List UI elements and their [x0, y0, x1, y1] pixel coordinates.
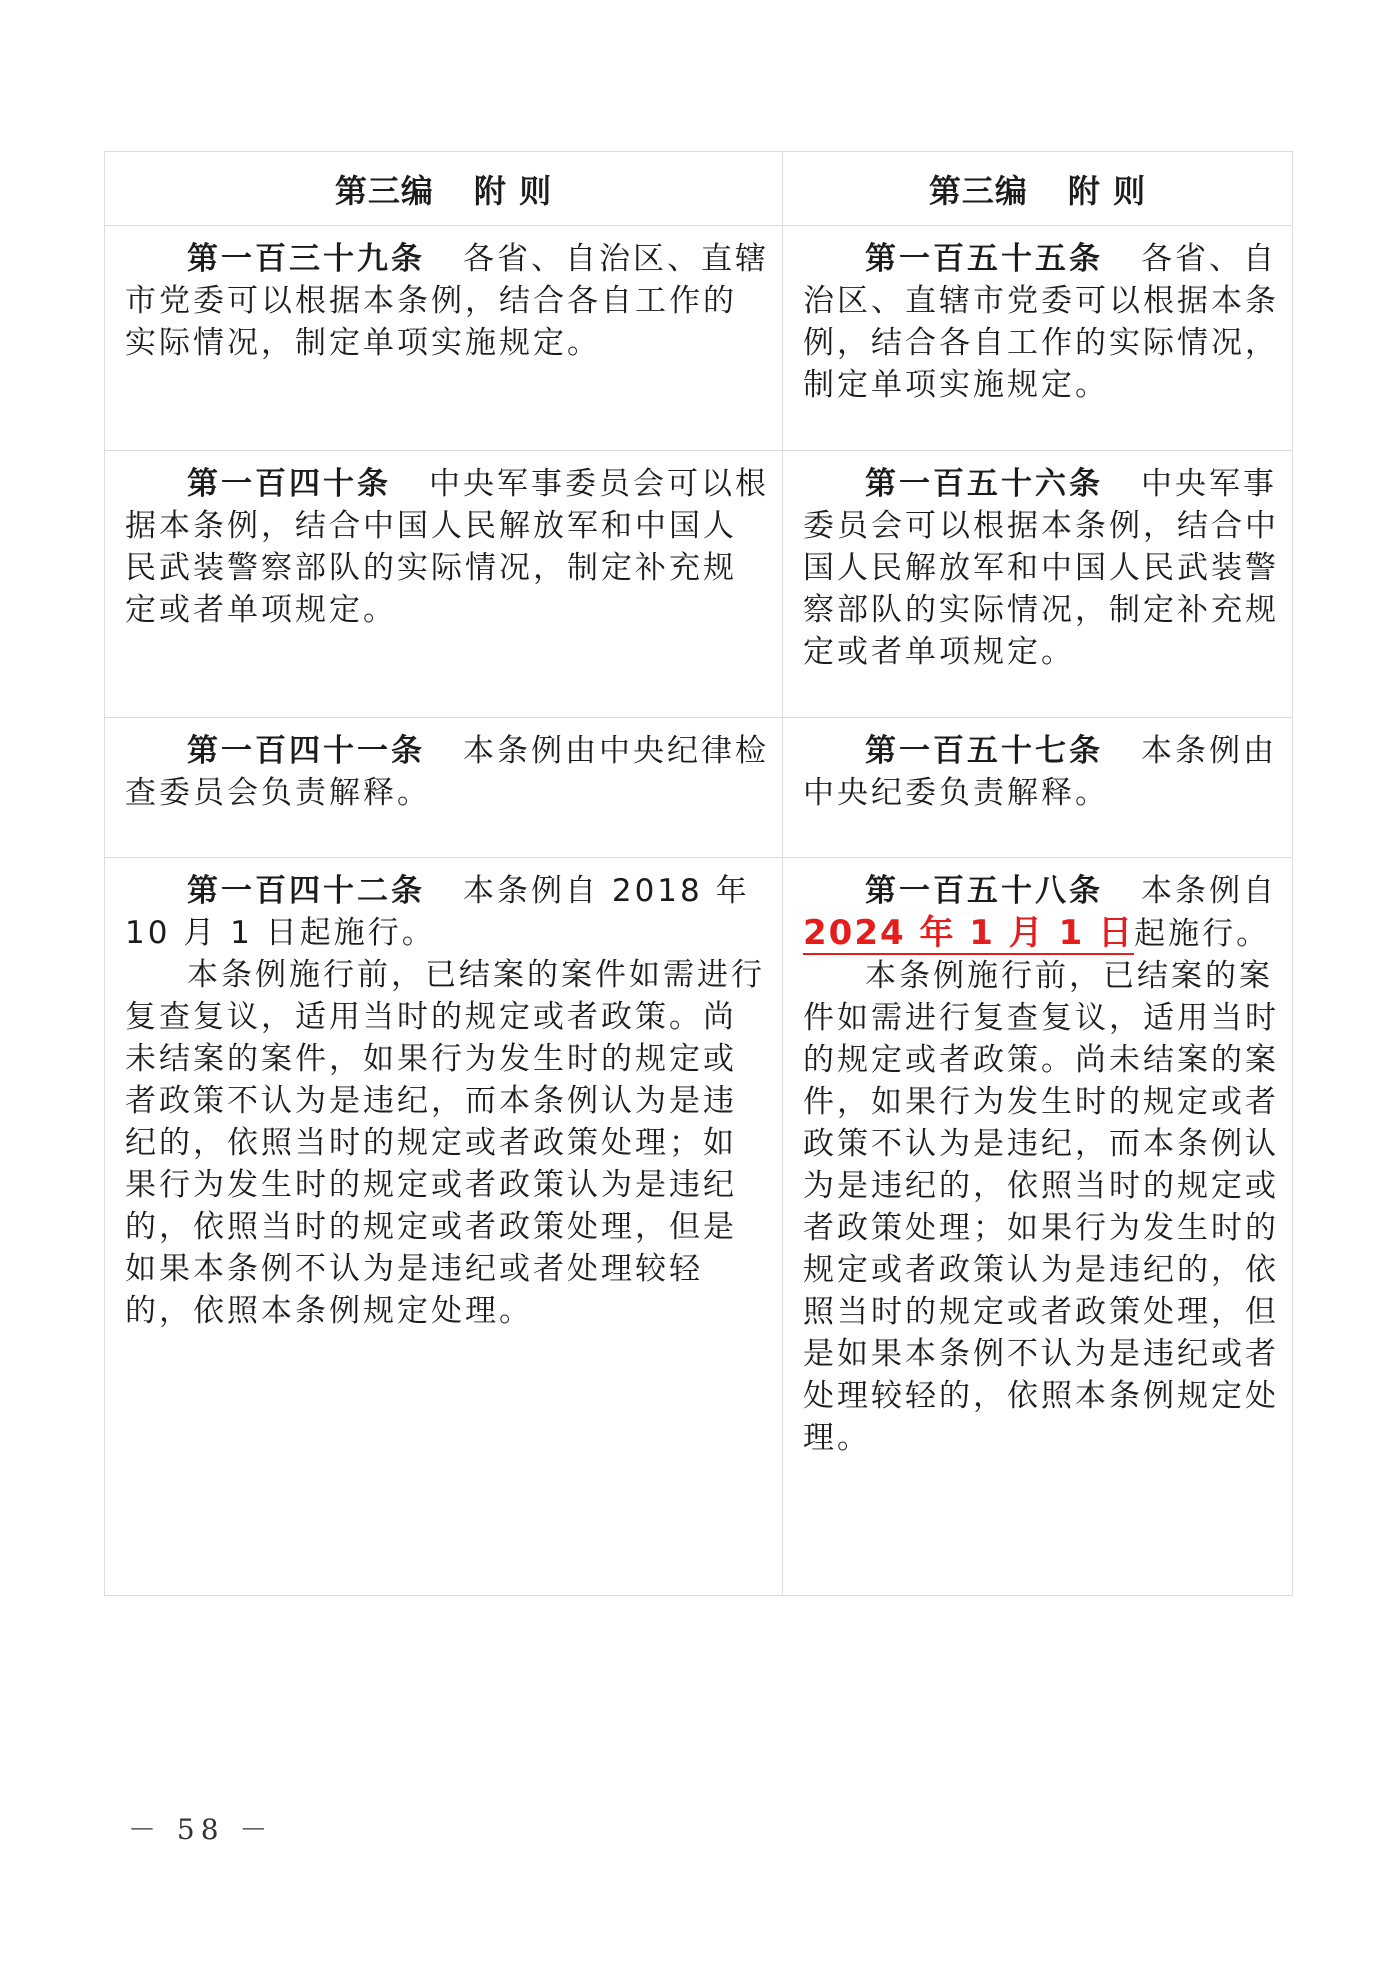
new-article-cell	[783, 858, 1293, 1596]
right-part-label: 第三编	[928, 171, 1028, 210]
article-text: 本条例自 2018 年 10 月 1 日起施行。	[125, 873, 750, 951]
new-article-cell	[783, 718, 1293, 858]
left-header	[105, 152, 783, 226]
article-text: 中央军事委员会可以根据本条例，结合中国人民解放军和中国人民武装警察部队的实际情况，制定补充规定或者单项规定。	[803, 466, 1279, 670]
old-article-cell	[105, 858, 783, 1596]
table-row	[105, 451, 1293, 718]
article-text: 本条例由中央纪律检查委员会负责解释。	[125, 733, 769, 811]
article-text: 各省、自治区、直辖市党委可以根据本条例，结合各自工作的实际情况，制定单项实施规定。	[803, 241, 1279, 403]
old-article-cell	[105, 226, 783, 451]
new-article-cell	[783, 226, 1293, 451]
article-text: 中央军事委员会可以根据本条例，结合中国人民解放军和中国人民武装警察部队的实际情况，制定补充规定或者单项规定。	[125, 466, 769, 628]
article-number: 第一百四十一条	[187, 733, 425, 769]
table-row	[105, 858, 1293, 1596]
article-text: 本条例由中央纪委负责解释。	[803, 733, 1277, 811]
old-article-cell	[105, 451, 783, 718]
left-part-label: 第三编	[334, 171, 434, 210]
right-header	[783, 152, 1293, 226]
article-text: 起施行。	[1134, 916, 1271, 952]
left-chapter-title: 附 则	[473, 171, 553, 210]
table-row	[105, 718, 1293, 858]
table-header-row	[105, 152, 1293, 226]
old-article-cell	[105, 718, 783, 858]
article-paragraph: 本条例施行前，已结案的案件如需进行复查复议，适用当时的规定或者政策。尚未结案的案件，如果行为发生时的规定或者政策不认为是违纪，而本条例认为是违纪的，依照当时的规定或者政策处理；如果行为发生时的规定或者政策认为是违纪的，依照当时的规定或者政策处理，但是如果本条例不认为是违纪或者处理较轻的，依照本条例规定处理。	[803, 958, 1279, 1456]
new-article-cell	[783, 451, 1293, 718]
article-number: 第一百四十条	[187, 466, 391, 502]
article-number: 第一百五十八条	[865, 873, 1103, 909]
article-number: 第一百四十二条	[187, 873, 425, 909]
article-paragraph: 本条例施行前，已结案的案件如需进行复查复议，适用当时的规定或者政策。尚未结案的案件，如果行为发生时的规定或者政策不认为是违纪，而本条例认为是违纪的，依照当时的规定或者政策处理；如果行为发生时的规定或者政策认为是违纪的，依照当时的规定或者政策处理，但是如果本条例不认为是违纪或者处理较轻的，依照本条例规定处理。	[125, 957, 765, 1329]
article-number: 第一百五十五条	[865, 241, 1103, 277]
highlighted-date: 2024 年 1 月 1 日	[803, 913, 1135, 953]
page-number: － 58 －	[128, 1813, 274, 1846]
article-number: 第一百三十九条	[187, 241, 425, 277]
right-chapter-title: 附 则	[1067, 171, 1147, 210]
article-number: 第一百五十六条	[865, 466, 1103, 502]
table-row	[105, 226, 1293, 451]
article-text: 本条例自	[1141, 873, 1277, 909]
article-text: 各省、自治区、直辖市党委可以根据本条例，结合各自工作的实际情况，制定单项实施规定。	[125, 241, 769, 361]
comparison-table	[104, 151, 1293, 1596]
article-number: 第一百五十七条	[865, 733, 1103, 769]
